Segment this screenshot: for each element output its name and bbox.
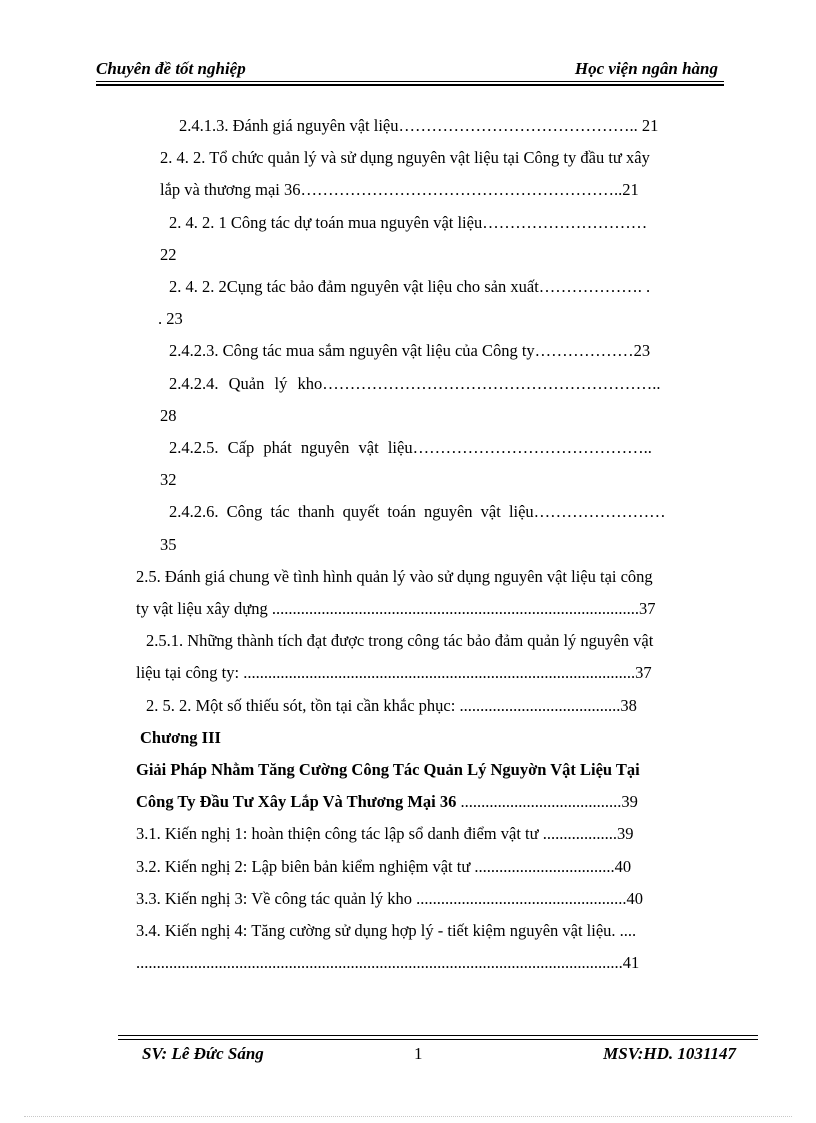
toc-entry: 2.4.2.5. Cấp phát nguyên vật liệu…………………………………….. xyxy=(169,438,652,457)
toc-entry: 2.4.2.6. Công tác thanh quyết toán nguyên vật liệu…………………… xyxy=(169,502,666,521)
toc-entry: 2.4.2.3. Công tác mua sắm nguyên vật liệu của Công ty………………23 xyxy=(169,341,651,360)
toc-entry: 3.4. Kiến nghị 4: Tăng cường sử dụng hợp lý - tiết kiệm nguyên vật liệu. .... xyxy=(136,921,637,940)
toc-entry: 22 xyxy=(160,245,177,264)
toc-entry: 28 xyxy=(160,406,177,425)
page-edge-divider xyxy=(24,1116,792,1117)
toc-entry: ty vật liệu xây dựng .........................................................................................37 xyxy=(136,599,656,618)
toc-entry: lắp và thương mại 36…………………………………………………..21 xyxy=(160,180,639,199)
chapter-title: Giải Pháp Nhằm Tăng Cường Công Tác Quản Lý Nguyờn Vật Liệu Tại xyxy=(136,760,640,779)
page-footer xyxy=(118,1040,758,1070)
toc-entry: ......................................................................................................................41 xyxy=(136,953,640,972)
toc-entry: 2. 4. 2. 1 Công tác dự toán mua nguyên vật liệu………………………… xyxy=(169,213,648,232)
toc-entry: 2. 4. 2. 2Cụng tác bảo đảm nguyên vật liệu cho sản xuất………………. . xyxy=(169,277,651,296)
header-title-right: Học viện ngân hàng xyxy=(574,59,718,78)
toc-entry: 3.1. Kiến nghị 1: hoàn thiện công tác lập sổ danh điểm vật tư ..................39 xyxy=(136,824,634,843)
toc-entry: 2.4.2.4. Quản lý kho…………………………………………………….. xyxy=(169,374,661,393)
toc-entry: 32 xyxy=(160,470,177,489)
footer-student-id: MSV:HD. 1031147 xyxy=(603,1044,736,1063)
toc-entry: 3.3. Kiến nghị 3: Về công tác quản lý kho ...................................................40 xyxy=(136,889,644,908)
toc-entry: 2.4.1.3. Đánh giá nguyên vật liệu…………………………………….. 21 xyxy=(179,116,659,135)
toc-entry xyxy=(136,792,638,812)
footer-student-name: SV: Lê Đức Sáng xyxy=(142,1044,264,1063)
toc-entry: 3.2. Kiến nghị 2: Lập biên bản kiểm nghiệm vật tư ..................................40 xyxy=(136,857,632,876)
chapter-page: .......................................39 xyxy=(456,792,638,811)
toc-entry: 2.5. Đánh giá chung về tình hình quản lý vào sử dụng nguyên vật liệu tại công xyxy=(136,567,653,586)
toc-entry: 2. 4. 2. Tổ chức quản lý và sử dụng nguyên vật liệu tại Công ty đầu tư xây xyxy=(160,148,650,167)
toc-entry: 35 xyxy=(160,535,177,554)
header-title-left: Chuyên đề tốt nghiệp xyxy=(96,59,246,78)
chapter-title-cont: Công Ty Đầu Tư Xây Lắp Và Thương Mại 36 xyxy=(136,792,457,811)
chapter-heading: Chương III xyxy=(140,728,221,747)
toc-entry: 2. 5. 2. Một số thiếu sót, tồn tại cần khắc phục: .......................................38 xyxy=(146,696,637,715)
footer-rule-thick xyxy=(118,1035,758,1036)
toc-entry: . 23 xyxy=(158,309,183,328)
toc-entry: 2.5.1. Những thành tích đạt được trong công tác bảo đảm quản lý nguyên vật xyxy=(146,631,654,650)
page-number: 1 xyxy=(414,1044,423,1063)
toc-entry: liệu tại công ty: ...............................................................................................37 xyxy=(136,663,652,682)
